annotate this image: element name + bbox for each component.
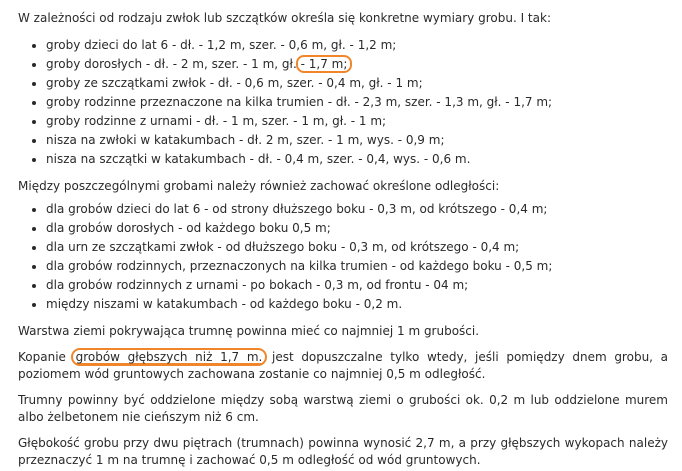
list-item: dla grobów dorosłych - od każdego boku 0,5 m; — [18, 219, 668, 238]
distances-intro-paragraph: Między poszczególnymi grobami należy również zachować określone odległości: — [18, 179, 500, 193]
list-item-highlighted — [18, 55, 668, 74]
soil-layer-paragraph: Warstwa ziemi pokrywająca trumnę powinna mieć co najmniej 1 m grubości. — [18, 324, 480, 338]
list-item: dla grobów rodzinnych, przeznaczonych na kilka trumien - od każdego boku - 0,5 m; — [18, 257, 668, 276]
list-item: nisza na szczątki w katakumbach - dł. - 0,4 m, szer. - 0,4, wys. - 0,6 m. — [18, 150, 668, 169]
digging-paragraph — [18, 349, 668, 383]
coffins-paragraph: Trumny powinny być oddzielone między sobą warstwą ziemi o grubości ok. 0,2 m lub oddzielone murem albo żelbetonem nie cieńszym niż 6 cm. — [18, 393, 668, 424]
list-item: groby dzieci do lat 6 - dł. - 1,2 m, szer. - 0,6 m, gł. - 1,2 m; — [18, 36, 668, 55]
intro-paragraph: W zależności od rodzaju zwłok lub szczątków określa się konkretne wymiary grobu. I tak: — [18, 11, 551, 25]
grave-distances-list — [18, 200, 668, 314]
list-item: groby rodzinne przeznaczone na kilka trumien - dł. - 2,3 m, szer. - 1,3 m, gł. - 1,7 m; — [18, 93, 668, 112]
grave-dimensions-list — [18, 36, 668, 169]
underlined-phrase: grobów głębszych niż 1,7 m. — [75, 350, 263, 364]
article-body — [18, 10, 668, 469]
digging-text-start: Kopanie — [18, 350, 74, 364]
orange-highlight-circle: - 1,7 m; — [296, 55, 353, 73]
digging-text-end: jest dopuszczalne tylko wtedy, jeśli pomiędzy dnem grobu, a poziomem wód gruntowych zachowana zostanie co najmniej 0,5 m odległość. — [18, 350, 668, 381]
list-item: dla grobów dzieci do lat 6 - od strony dłuższego boku - 0,3 m, od krótszego - 0,4 m; — [18, 200, 668, 219]
orange-highlight-circle — [71, 348, 268, 366]
list-item: między niszami w katakumbach - od każdego boku - 0,2 m. — [18, 295, 668, 314]
depth-paragraph: Głębokość grobu przy dwu piętrach (trumnach) powinna wynosić 2,7 m, a przy głębszych wykopach należy przeznaczyć 1 m na trumnę i zachować 0,5 m odległość od wód gruntowych. — [18, 436, 668, 467]
list-item: dla urn ze szczątkami zwłok - od dłuższego boku - 0,3 m, od krótszego - 0,4 m; — [18, 238, 668, 257]
list-item: groby ze szczątkami zwłok - dł. - 0,6 m, szer. - 0,4 m, gł. - 1 m; — [18, 74, 668, 93]
list-item: groby rodzinne z urnami - dł. - 1 m, szer. - 1 m, gł. - 1 m; — [18, 112, 668, 131]
list-item-text: groby dorosłych - dł. - 2 m, szer. - 1 m, gł. — [46, 57, 297, 71]
list-item: dla grobów rodzinnych z urnami - po bokach - 0,3 m, od frontu - 04 m; — [18, 276, 668, 295]
list-item: nisza na zwłoki w katakumbach - dł. 2 m, szer. - 1 m, wys. - 0,9 m; — [18, 131, 668, 150]
